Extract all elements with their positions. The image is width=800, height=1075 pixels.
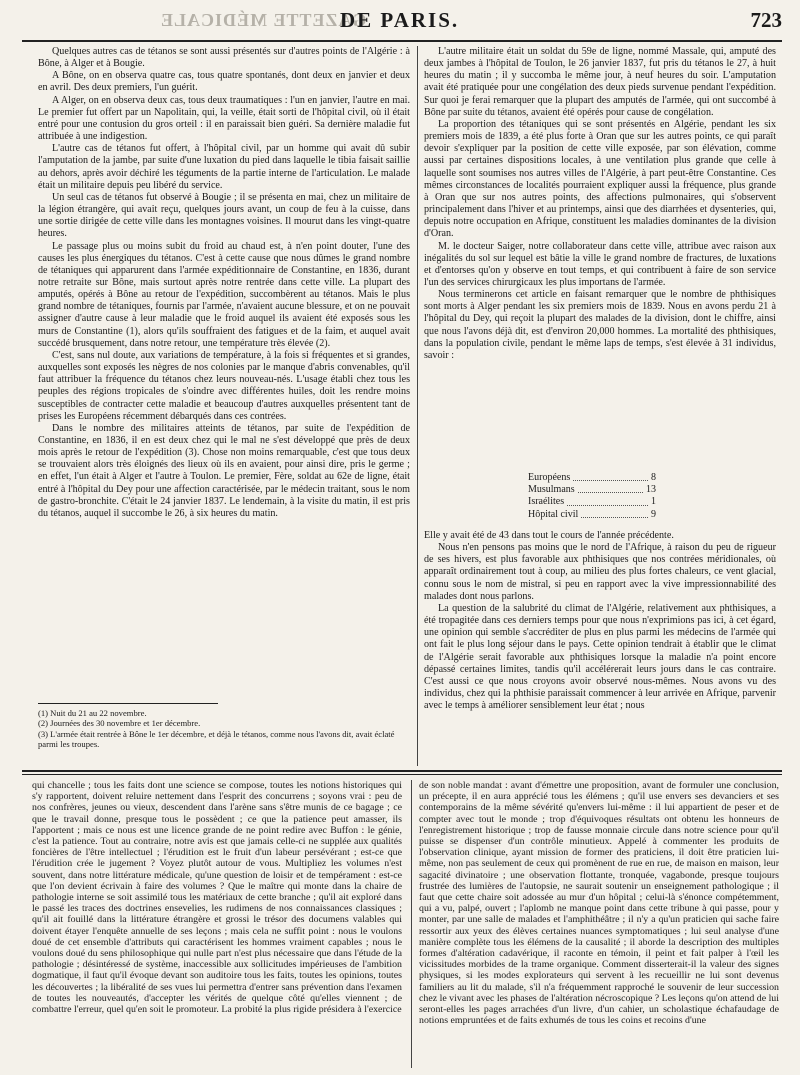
tally-value: 8	[651, 472, 656, 483]
paragraph: Dans le nombre des militaires atteints de tétanos, par suite de l'expédition de Constantine, en 1836, il en est deux chez qui le mal ne s'est développé que près de deux mois après le retour de l'expédition (3). Chose non moins remarquable, c'est que tous deux se trouvaient alors très éloignés des lieux où ils en avaient, pour ainsi dire, pris le germe ; en effet, l'un était à Alger et l'autre à Toulon. Le premier, Fère, soldat au 62e de ligne, était entré à l'hôpital du Dey pour une affection caractérisée, par le médecin traitant, sous le nom de gastro-bronchite. C'était le 24 janvier 1837. Le lendemain, à la visite du matin, il est pris du tétanos, auquel il succombe le 26, à six heures du matin.	[38, 422, 410, 519]
footnotes	[38, 708, 410, 750]
paragraph: Nous n'en pensons pas moins que le nord de l'Afrique, à raison du peu de rigueur de ses hivers, est plus favorable aux phthisiques que nos contrées méridionales, où apparaît ordinairement tout à coup, au milieu des plus fortes chaleurs, ce vent glacial, connu sous le nom de mistral, si peu en rapport avec la vive impressionnabilité des malades dont nous parlons.	[424, 542, 776, 602]
tally-label: Hôpital civil	[528, 508, 579, 520]
paragraph: M. le docteur Saiger, notre collaborateur dans cette ville, attribue avec raison aux inégalités du sol sur lequel est bâtie la ville le grand nombre de fractures, de luxations et d'entorses qu'on y observe en tout temps, et qui contribuent à faire de son service l'un des services chirurgicaux les plus importans de l'armée.	[424, 240, 776, 288]
feuilleton-divider	[411, 780, 412, 1068]
paragraph: L'autre cas de tétanos fut offert, à l'hôpital civil, par un homme qui avait dû subir l'amputation de la jambe, par suite d'une luxation du pied dans laquelle le tibia faisait saillie au dehors, après avoir déchiré les téguments de la partie interne de l'articulation. Le malade était un militaire depuis peu libéré du service.	[38, 143, 410, 191]
paragraph: qui chancelle ; tous les faits dont une science se compose, toutes les notions historiques qui s'y rapportent, doivent reluire nettement dans l'esprit des concurrens ; soyons vrai : peu de nos confrères, jeunes ou vieux, descendent dans l'arène sans s'être munis de ce bagage ; ce que le travail donne, presque tous le possèdent ; ce que la patience peut amasser, ils l'apportent ; mais ce nous est une licence grande de ne point redire avec Buffon : le génie, c'est la patience. Tout au contraire, notre avis est que jamais celle-ci ne supplée aux qualités foncières de l'être intellectuel ; l'érudition est le fruit d'un labeur persévérant ; est-ce que l'érudition crée le jugement ? Voyez plutôt autour de vous. Multipliez les volumes n'est souvent, dans notre littérature médicale, qu'une question de loisir et de tempérament : est-ce que l'on devient écrivain à faire des volumes ? Que le maître qui monte dans la chaire de pathologie interne se soit assimilé tous les matériaux de cette branche ; qu'il ait exploré dans le passé les traces des doctrines ensevelies, les rudimens de nos connaissances classiques ; qu'il ait fouillé dans la littérature étrangère et grossi le trésor des documens valables qui doivent étayer l'enquête annuelle de ses leçons ; mais cela ne suffit point : nous le voulons doué de cet ensemble d'attributs qui caractérisent les hommes vraiment capables ; nous le voulons doué du sens philosophique qui nulle part n'est plus nécessaire que dans l'étude de la pathologie ; désintéressé de système, inaccessible aux sollicitudes impérieuses de l'ambition dogmatique, il faut qu'il évoque devant son auditoire tous les faits, toutes les opinions, toutes les découvertes ; la libéralité de ses vues lui permettra d'entrer sans prévention dans l'examen de toutes les nouveautés, d'accepter les vérités de quelque côté qu'elles viennent ; de combattre l'erreur, quel qu'en soit le promoteur. La probité la plus rigide présidera à l'exercice	[32, 780, 402, 1016]
top-right-column-continued	[424, 530, 776, 772]
tally-row	[528, 496, 656, 508]
top-left-column	[38, 46, 410, 696]
column-divider	[417, 46, 418, 766]
paragraph: de son noble mandat : avant d'émettre une proposition, avant de formuler une conclusion, un précepte, il en aura apprécié tous les élémens ; qu'il use envers ses devanciers et ses contemporains de la même sévérité qu'envers lui-même : il lui appartient de peser et de compter avec tout le monde ; trop d'équivoques résultats ont obtenu les honneurs de l'enregistrement historique ; trop de fausse monnaie circule dans notre science pour qu'il puisse se dispenser d'un contrôle minutieux. Appelé à commenter les produits de l'observation clinique, ayant mission de former des praticiens, il doit être praticien lui-même, non pas seulement de ceux qui promènent de rue en rue, de maison en maison, leur sagacité divinatoire ; une observation flottante, tronquée, vagabonde, presque toujours frustrée des lumières de l'autopsie, ne saurait soutenir un enseignement pathologique ; il faut que cette chaire soit adossée au mur d'un hôpital ; celui-là s'énonce compétemment, qui a vu, palpé, ouvert ; l'aplomb ne manque point dans cette tribune à qui passe, pour y monter, par une salle de malades et l'amphithéâtre ; il n'y a qu'un praticien qui sache faire ressortir aux yeux des élèves certaines nuances symptomatiques ; lui seul analyse d'une manière complète tous les élémens de la causalité ; il aborde la description des multiples formes d'altération cadavérique, il raconte en témoin, il peint et fait palper à l'œil les vicissitudes morbides de la trame organique. Comment disserterait-il la valeur des signes physiques, si les modes explorateurs qui servent à les recueillir ne lui sont devenus familiers au lit du malade, s'il n'a fréquemment rapproché le souvenir de leur succession chez le vivant avec les phases de l'altération nécroscopique ? Les leçons qu'on attend de lui seront-elles les pages arrachées d'un livre, d'un cahier, un scholastique échafaudage de notions empruntées et de faits exhumés de tous les coins et recoins d'une	[419, 780, 779, 1027]
paragraph: Quelques autres cas de tétanos se sont aussi présentés sur d'autres points de l'Algérie : à Bône, à Alger et à Bougie.	[38, 46, 410, 70]
paragraph: A Alger, on en observa deux cas, tous deux traumatiques : l'un en janvier, l'autre en mai. Le premier fut offert par un Napolitain, qui, la veille, était sorti de l'hôpital civil, où il était entré pour une contusion du gros orteil : il en paraissait bien guéri. Sa dernière maladie fut attribuée à une indigestion.	[38, 94, 410, 143]
tally-label: Musulmans	[528, 484, 575, 496]
footnote: (1) Nuit du 21 au 22 novembre.	[38, 708, 147, 718]
paragraph: Un seul cas de tétanos fut observé à Bougie ; il se présenta en mai, chez un militaire de la légion étrangère, qui avait reçu, quelques jours avant, un coup de feu à la cuisse, dans une sortie dirigée de cette ville dans les montagnes voisines. Il mourut dans les vingt-quatre heures.	[38, 191, 410, 240]
feuilleton-rule-thin	[22, 774, 782, 775]
paragraph: A Bône, on en observa quatre cas, tous quatre spontanés, dont deux en janvier et deux en avril. Des deux premiers, l'un guérit.	[38, 70, 410, 94]
page-number: 723	[750, 8, 782, 32]
tally-row	[528, 472, 656, 484]
paragraph: La proportion des tétaniques qui se sont présentés en Algérie, pendant les six premiers mois de 1839, a été plus forte à Oran que sur les autres points, ce qui paraît devoir s'expliquer par la position de cette ville exposée, par son élévation, comme aussi par certaines dispositions locales, à une ventilation plus grande que celle à laquelle sont soumises nos autres villes de l'Algérie, à part peut-être Constantine. Ces mêmes circonstances de localités pourraient expliquer aussi la fréquence, plus grande à Oran que sur nos autres points, des affections pulmonaires, qui s'observent principalement dans l'hiver et au printemps, ainsi que des diarrhées et dysenteries, qui, depuis notre occupation en Afrique, constituent les maladies dominantes de la division d'Oran.	[424, 118, 776, 240]
tally-value: 9	[651, 508, 656, 520]
paragraph: C'est, sans nul doute, aux variations de température, à la fois si fréquentes et si grandes, auxquelles sont exposés les nègres de nos colonies par le manque d'abris convenables, qu'il faut attribuer la fréquence du tétanos chez leurs nouveau-nés. L'usage établi chez tous les peuples des régions tropicales de s'oindre avec différentes huiles, doit les rendre moins susceptibles de contracter cette maladie et beaucoup d'autres auxquelles présentent tant de prises les Européens récemment débarqués dans ces contrées.	[38, 349, 410, 422]
page-header	[0, 0, 800, 40]
footnote-rule	[38, 703, 218, 704]
footnote: (3) L'armée était rentrée à Bône le 1er décembre, et déjà le tétanos, comme nous l'avons dit, avait éclaté parmi les troupes.	[38, 728, 395, 750]
tally-label: Européens	[528, 472, 571, 483]
paragraph: L'autre militaire était un soldat du 59e de ligne, nommé Massale, qui, amputé des deux jambes à l'hôpital de Toulon, le 26 janvier 1837, fut pris du tétanos le 27, à huit heures du matin ; il y succomba le même jour, à neuf heures du soir. L'amputation avait été pratiquée pour une congélation des deux pieds survenue pendant l'expédition. Sur quoi je ferai remarquer que la plupart des amputés de l'armée, qui ont succombé à Bône par suite du tétanos, avaient été opérés pour cause de congélation.	[424, 46, 776, 118]
phthisis-tally	[528, 472, 656, 521]
paragraph: La question de la salubrité du climat de l'Algérie, relativement aux phthisiques, a été tropagitée dans ces derniers temps pour que nous n'exprimions pas ici, à cet égard, une opinion qui semble s'accréditer de plus en plus parmi les médecins de l'armée qui ont fait le plus long séjour dans le pays. Cette opinion tendrait à établir que le climat de l'Algérie serait favorable aux phthisiques lorsque la maladie n'a point encore dépassé certaines limites, tandis qu'il accélérerait leurs jours dans le cas contraire. C'est aussi ce que nous croyons avoir observé nous-mêmes. Nous avons vu des individus, chez qui la phthisie paraissait commencer à leur arrivée en Afrique, parvenir avec le temps à améliorer sensiblement leur état ; nous	[424, 602, 776, 712]
header-rule	[22, 40, 782, 42]
tally-value: 13	[646, 484, 656, 496]
top-right-column	[424, 46, 776, 468]
paragraph: Le passage plus ou moins subit du froid au chaud est, à n'en point douter, l'une des causes les plus énergiques du tétanos. C'est à cette cause que nous dûmes le grand nombre de tétaniques qui apparurent dans l'armée expéditionnaire de Constantine, en 1836, durant notre retraite sur Bône, mais surtout après notre rentrée dans cette ville. La plupart des amputés, opérés à Bône au retour de l'expédition, succombèrent au tétanos. Mais le plus grand nombre de tétaniques, fournis par l'armée, n'avaient aucune blessure, et on ne pouvait assigner d'autre cause à leur maladie que le froid auquel ils avaient été exposés sous les murs de Constantine (1), alors qu'ils souffraient des fatigues et de la faim, et auquel avait succédé brusquement, dans notre retour, une température très élevée (2).	[38, 240, 410, 349]
feuilleton-right-column	[419, 780, 779, 1068]
paragraph: Elle y avait été de 43 dans tout le cours de l'année précédente.	[424, 530, 674, 541]
tally-row	[528, 509, 656, 521]
running-title: DE PARIS.	[340, 8, 460, 32]
bleed-through-title: GAZETTE MÉDICALE	[160, 10, 367, 30]
tally-label: Israélites	[528, 496, 565, 508]
feuilleton-left-column	[32, 780, 402, 1068]
feuilleton-rule	[22, 770, 782, 772]
footnote: (2) Journées des 30 novembre et 1er décembre.	[38, 718, 201, 729]
paragraph: Nous terminerons cet article en faisant remarquer que le nombre de phthisiques sont morts à Alger pendant les six premiers mois de 1839. Nous en avons perdu 21 à l'hôpital du Dey, qui reçoit la plupart des malades de la division, dont le chiffre, ainsi que nous l'avons déjà dit, est d'environ 20,000 hommes. La mortalité des phthisiques, dans la population civile, pendant le même laps de temps, s'est élevée à 31 individus, savoir :	[424, 289, 776, 361]
tally-row	[528, 484, 656, 496]
tally-value: 1	[651, 496, 656, 508]
